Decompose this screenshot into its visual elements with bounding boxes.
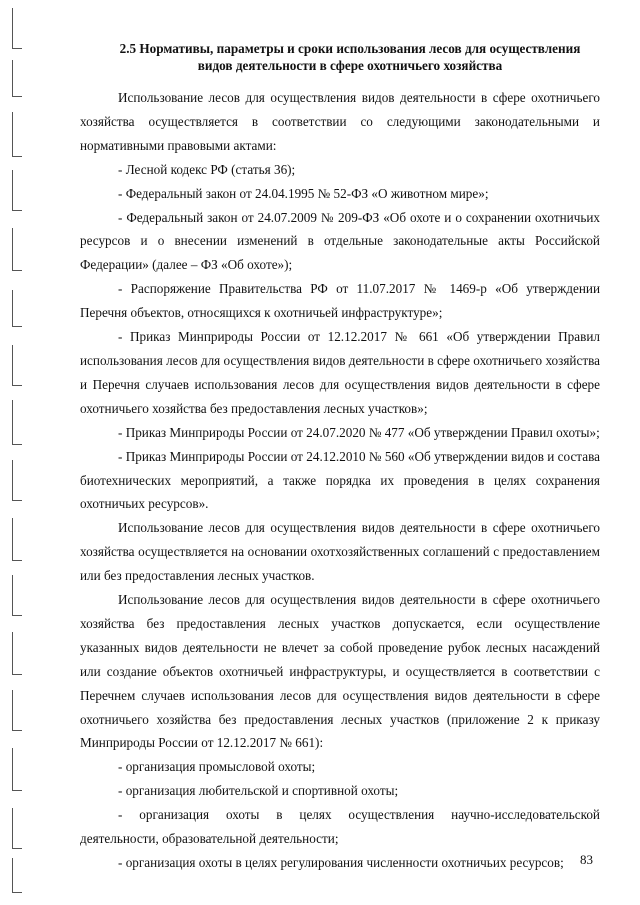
binding-mark: [12, 632, 22, 675]
binding-mark: [12, 690, 22, 731]
binding-mark: [12, 228, 22, 271]
binding-mark: [12, 290, 22, 327]
binding-mark: [12, 808, 22, 849]
heading-line-2: видов деятельности в сфере охотничьего хозяйства: [197, 58, 503, 73]
binding-mark: [12, 518, 22, 561]
binding-mark: [12, 170, 22, 211]
body-text: [80, 86, 600, 875]
binding-mark: [12, 575, 22, 616]
paragraph: Использование лесов для осуществления видов деятельности в сфере охотничьего хозяйства осуществляется в соответствии со следующими законодательными и нормативными правовыми актами:: [80, 90, 600, 153]
list-item: - организация охоты в целях осуществления научно-исследовательской деятельности, образовательной деятельности;: [80, 807, 600, 847]
list-item: - Приказ Минприроды России от 24.12.2010 № 560 «Об утверждении видов и состава биотехнических мероприятий, а также порядка их проведения в целях сохранения охотничьих ресурсов».: [80, 448, 600, 512]
binding-mark: [12, 8, 22, 49]
list-item: - Приказ Минприроды России от 24.07.2020 № 477 «Об утверждении Правил охоты»;: [118, 424, 600, 440]
binding-margin: [0, 0, 40, 905]
list-item: - Федеральный закон от 24.04.1995 № 52-ФЗ «О животном мире»;: [118, 185, 489, 201]
binding-mark: [12, 748, 22, 791]
binding-mark: [12, 60, 22, 97]
list-item: - Распоряжение Правительства РФ от 11.07.2017 № 1469-р «Об утверждении Перечня объектов, относящихся к охотничьей инфраструктуре»;: [80, 281, 600, 321]
paragraph: Использование лесов для осуществления видов деятельности в сфере охотничьего хозяйства осуществляется на основании охотхозяйственных соглашений с предоставлением или без предоставления лесных участков.: [80, 520, 600, 584]
binding-mark: [12, 460, 22, 501]
binding-mark: [12, 345, 22, 386]
list-item: - Федеральный закон от 24.07.2009 № 209-ФЗ «Об охоте и о сохранении охотничьих ресурсов и о внесении изменений в отдельные законодательные акты Российской Федерации» (далее – ФЗ «Об охоте»);: [80, 209, 600, 273]
section-heading: [90, 40, 610, 74]
list-item: - организация охоты в целях регулирования численности охотничьих ресурсов;: [118, 855, 564, 870]
list-item: - организация любительской и спортивной охоты;: [118, 783, 399, 799]
heading-line-1: 2.5 Нормативы, параметры и сроки использования лесов для осуществления: [119, 41, 581, 56]
list-item: - Приказ Минприроды России от 12.12.2017 № 661 «Об утверждении Правил использования лесов для осуществления видов деятельности в сфере охотничьего хозяйства и Перечня случаев использования лесов для осуществления видов деятельности в сфере охотничьего хозяйства без предоставления лесных участков»;: [80, 329, 600, 416]
binding-mark: [12, 400, 22, 445]
list-item: - организация промысловой охоты;: [118, 759, 316, 775]
list-item: - Лесной кодекс РФ (статья 36);: [118, 161, 296, 177]
binding-mark: [12, 112, 22, 157]
page-number: 83: [580, 852, 593, 867]
paragraph: Использование лесов для осуществления видов деятельности в сфере охотничьего хозяйства без предоставления лесных участков допускается, если осуществление указанных видов деятельности не влечет за собой проведение рубок лесных насаждений или создание объектов охотничьей инфраструктуры, и осуществляется в соответствии с Перечнем случаев использования лесов для осуществления видов деятельности в сфере охотничьего хозяйства без предоставления лесных участков (приложение 2 к приказу Минприроды России от 12.12.2017 № 661):: [80, 592, 600, 751]
binding-mark: [12, 858, 22, 893]
